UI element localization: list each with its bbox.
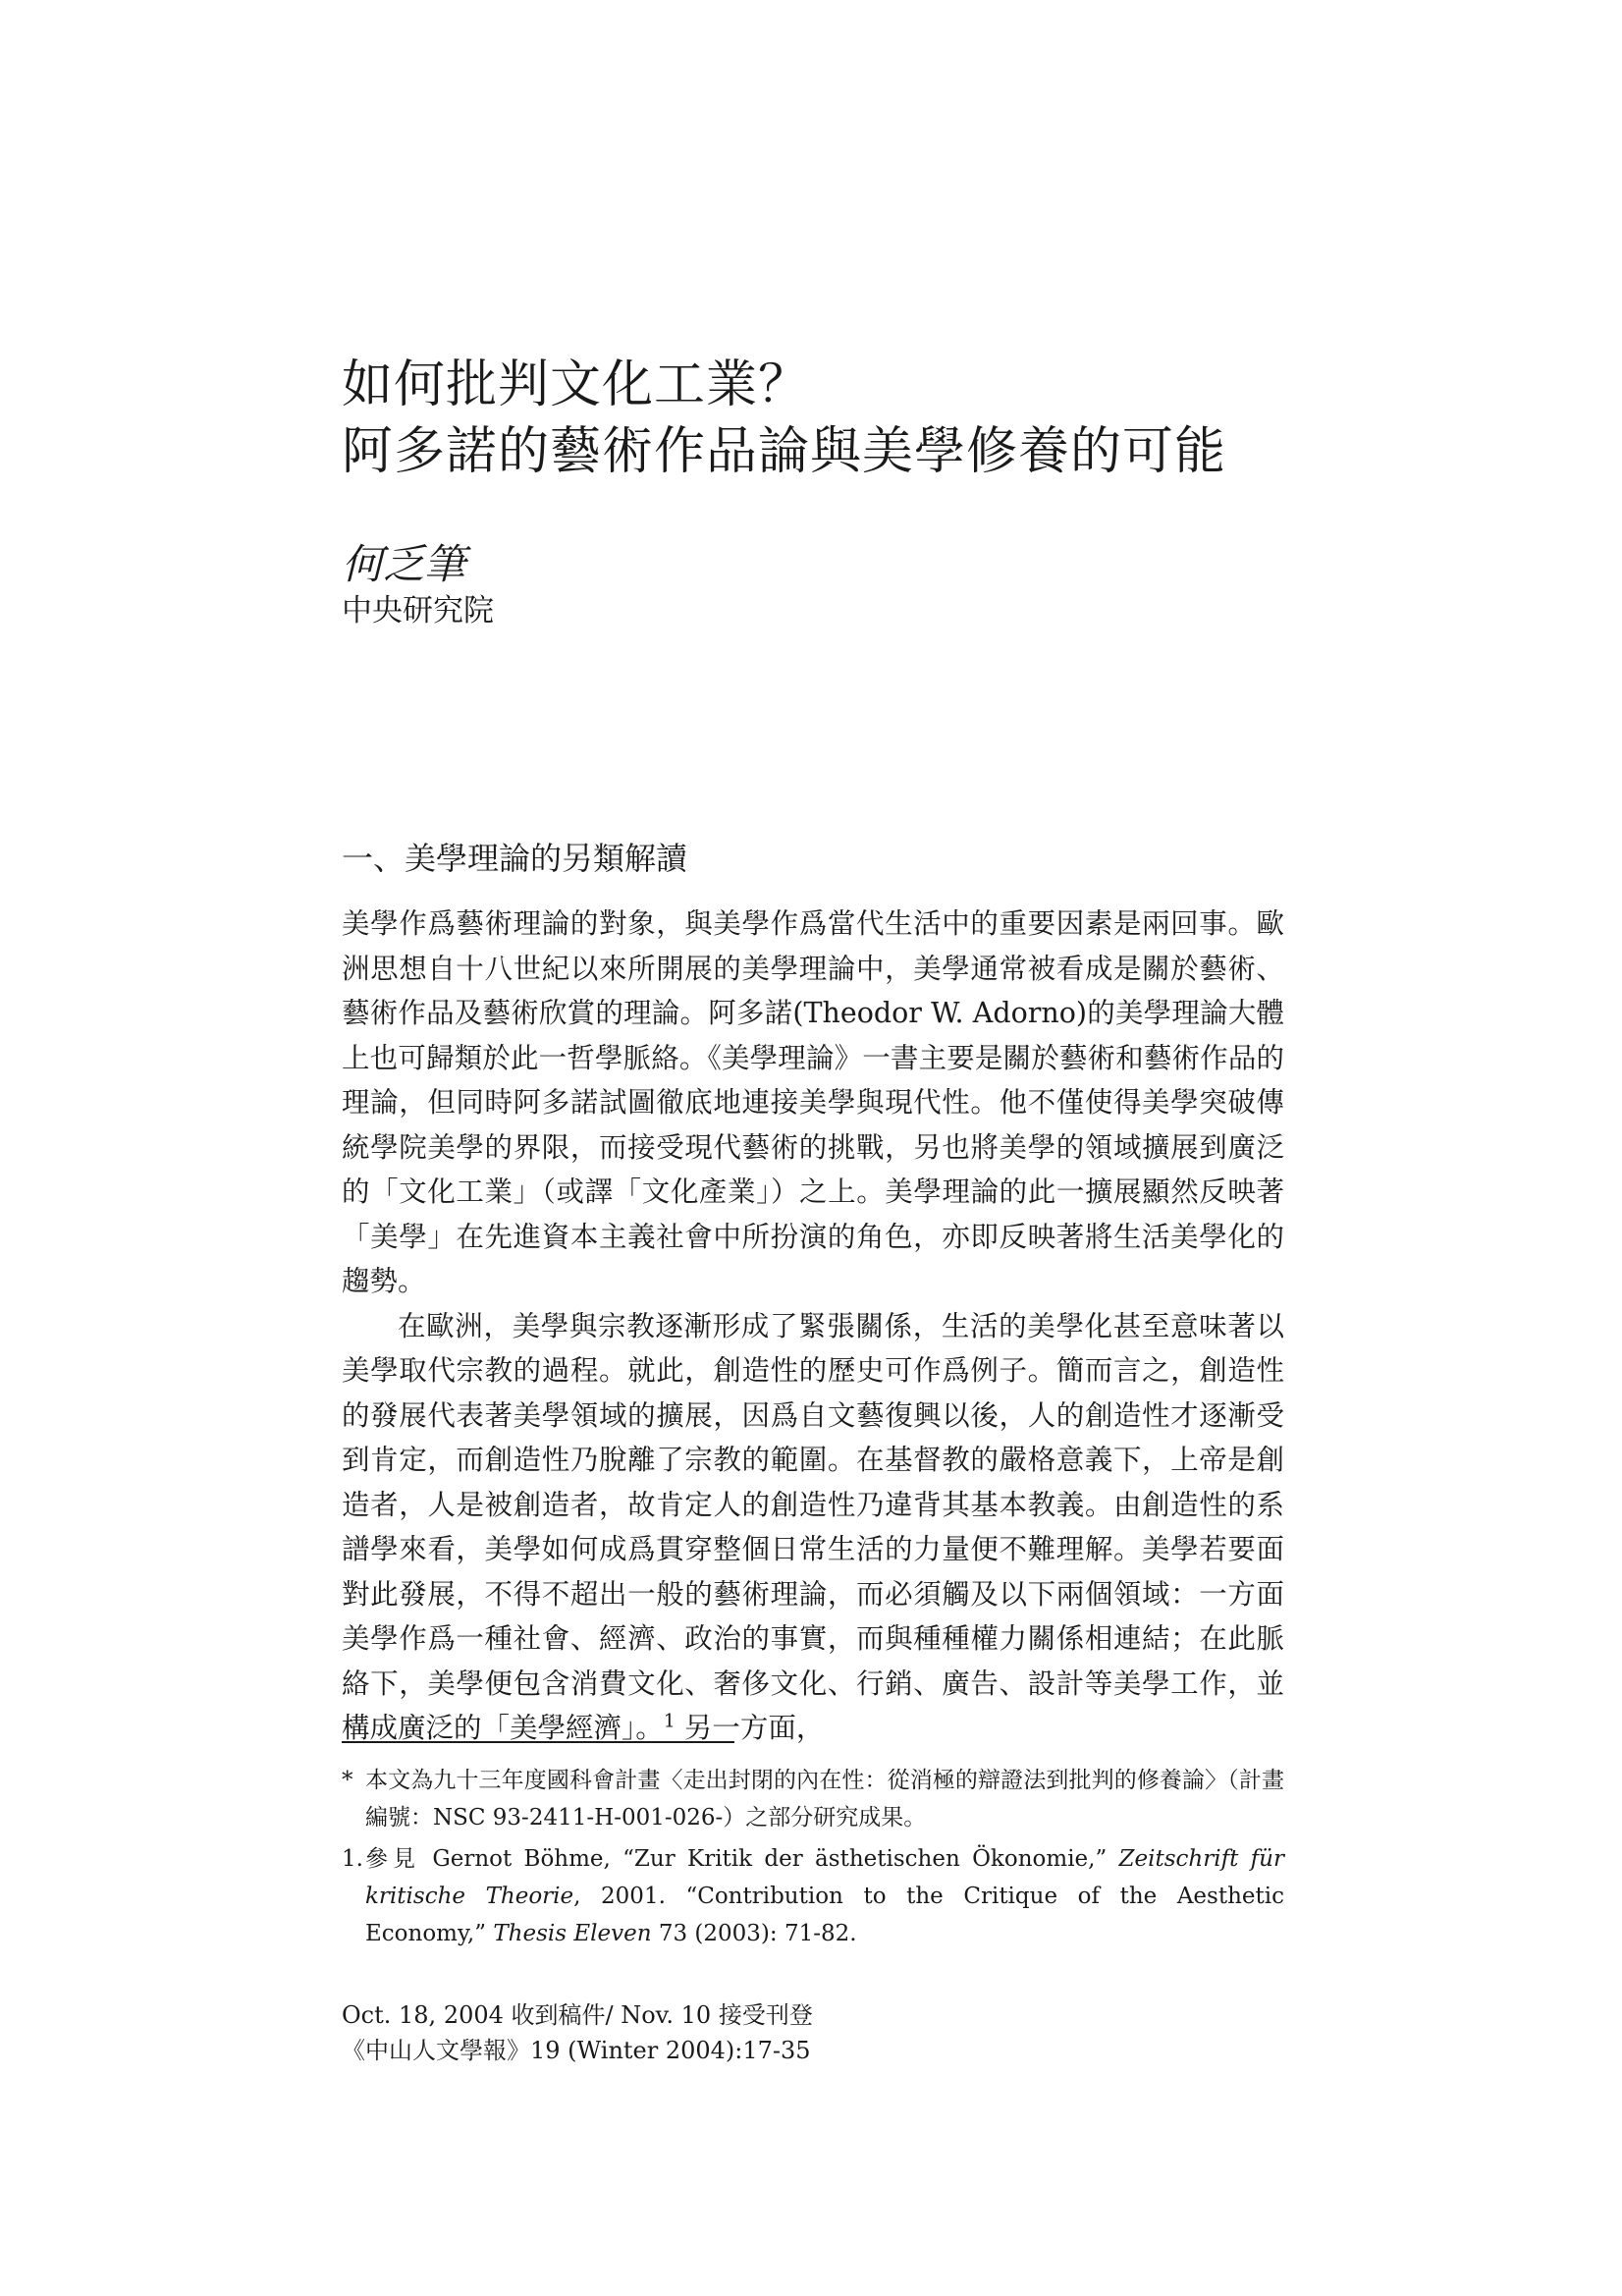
footnote-1: [342, 1840, 1284, 1952]
footnote-1-journal-b: Thesis Eleven: [493, 1921, 652, 1946]
title-line-1: 如何批判文化工業？: [342, 355, 811, 414]
author-affiliation: 中央研究院: [342, 593, 494, 629]
journal-citation: 《中山人文學報》19 (Winter 2004):17-35: [342, 2037, 811, 2064]
paragraph-2-continuation: 另一方面，: [683, 1712, 825, 1744]
publication-meta: [342, 1997, 813, 2068]
footnote-rule: [342, 1741, 734, 1743]
footnote-1-text-a: 參見 Gernot Böhme, “Zur Kritik der ästhetischen Ökonomie,”: [365, 1846, 1119, 1872]
footnotes: [342, 1762, 1284, 1956]
footnote-star-marker: *: [342, 1768, 353, 1793]
footnote-1-text-e: 73 (2003): 71-82.: [651, 1921, 857, 1946]
footnote-1-journal-a: Zeitschrift für kritische Theorie: [365, 1846, 1284, 1909]
author-name: 何乏筆: [342, 540, 466, 588]
footnote-1-text-c: , 2001. “Contribution to the Critique of the Aesthetic Economy,”: [365, 1884, 1284, 1946]
paragraph-2-text: 在歐洲，美學與宗教逐漸形成了緊張關係，生活的美學化甚至意味著以美學取代宗教的過程。就此，創造性的歷史可作爲例子。簡而言之，創造性的發展代表著美學領域的擴展，因爲自文藝復興以後，人的創造性才逐漸受到肯定，而創造性乃脫離了宗教的範圍。在基督教的嚴格意義下，上帝是創造者，人是被創造者，故肯定人的創造性乃違背其基本教義。由創造性的系譜學來看，美學如何成爲貫穿整個日常生活的力量便不難理解。美學若要面對此發展，不得不超出一般的藝術理論，而必須觸及以下兩個領域：一方面美學作爲一種社會、經濟、政治的事實，而與種種權力關係相連結；在此脈絡下，美學便包含消費文化、奢侈文化、行銷、廣告、設計等美學工作，並構成廣泛的「美學經濟」。: [342, 1309, 1284, 1744]
paragraph-1: 美學作爲藝術理論的對象，與美學作爲當代生活中的重要因素是兩回事。歐洲思想自十八世紀以來所開展的美學理論中，美學通常被看成是關於藝術、藝術作品及藝術欣賞的理論。阿多諾(Theodor W. Adorno)的美學理論大體上也可歸類於此一哲學脈絡。《美學理論》一書主要是關於藝術和藝術作品的理論，但同時阿多諾試圖徹底地連接美學與現代性。他不僅使得美學突破傳統學院美學的界限，而接受現代藝術的挑戰，另也將美學的領域擴展到廣泛的「文化工業」（或譯「文化產業」）之上。美學理論的此一擴展顯然反映著「美學」在先進資本主義社會中所扮演的角色，亦即反映著將生活美學化的趨勢。: [342, 907, 1284, 1297]
footnote-star-text: 本文為九十三年度國科會計畫〈走出封閉的內在性：從消極的辯證法到批判的修養論〉（計畫編號：NSC 93-2411-H-001-026-）之部分研究成果。: [365, 1768, 1284, 1831]
paragraph-2: [342, 1304, 1284, 1751]
section-heading: 一、美學理論的另類解讀: [342, 840, 688, 877]
footnote-reference-1[interactable]: 1: [663, 1710, 676, 1732]
article-title: [342, 352, 1324, 485]
title-line-2: 阿多諾的藝術作品論與美學修養的可能: [342, 422, 1227, 481]
body-text: [342, 902, 1284, 1751]
footnote-1-marker: 1.: [342, 1846, 363, 1872]
footnote-star: [342, 1762, 1284, 1836]
received-accepted-dates: Oct. 18, 2004 收到稿件/ Nov. 10 接受刊登: [342, 2001, 813, 2029]
